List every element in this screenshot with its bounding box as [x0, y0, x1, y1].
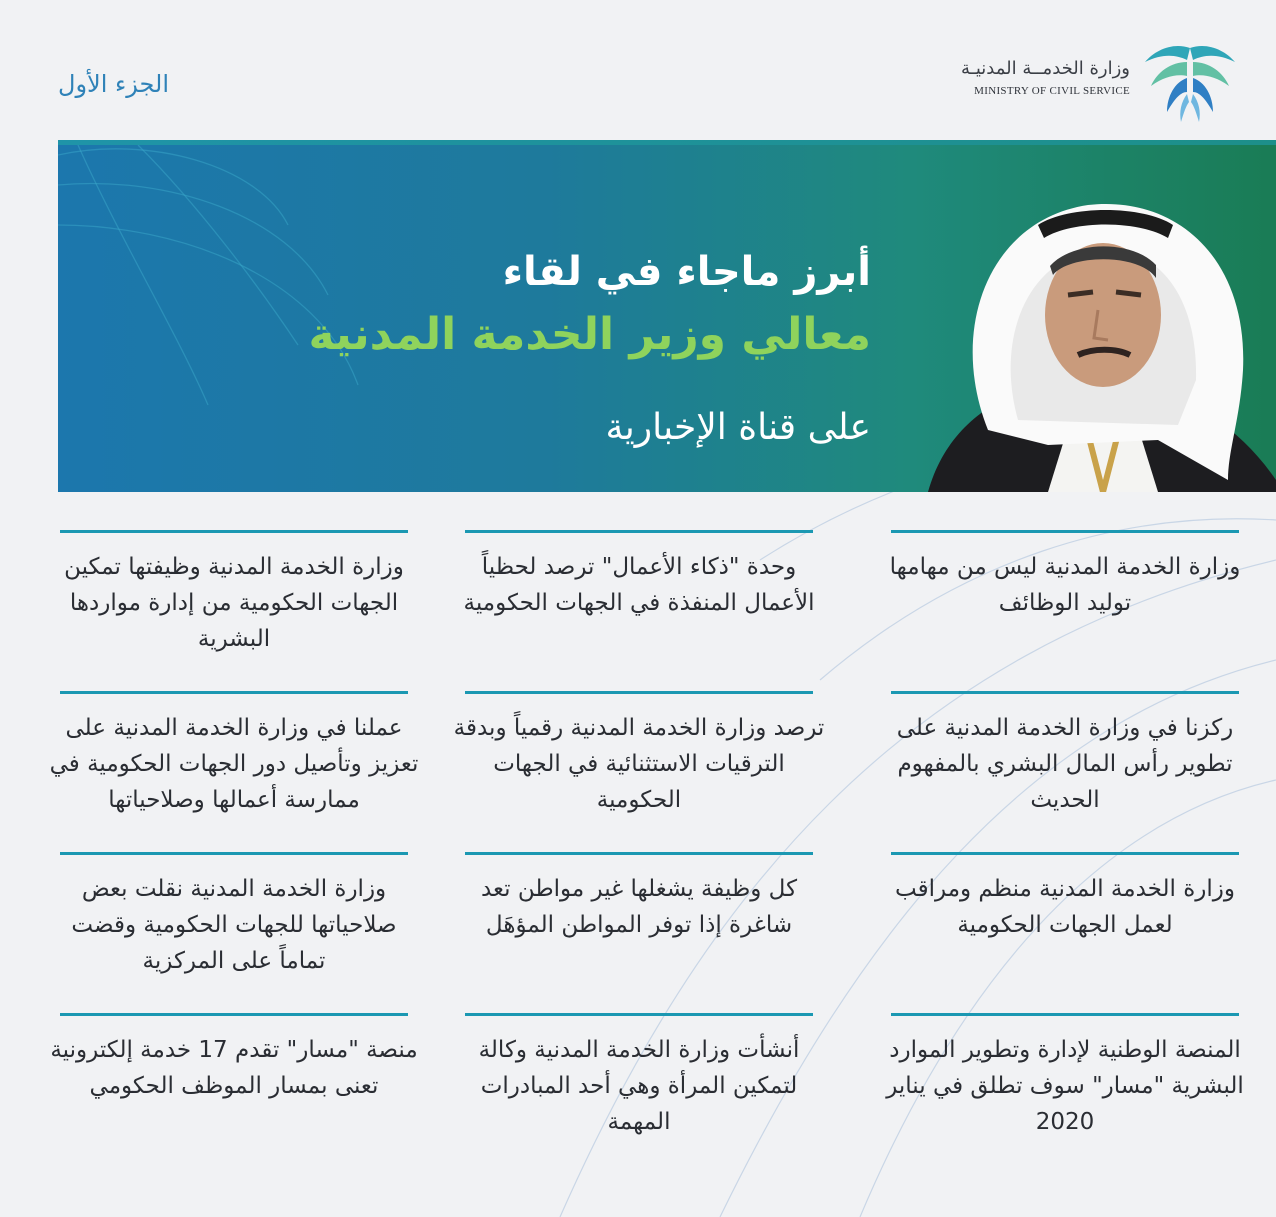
banner-title-minister: معالي وزير الخدمة المدنية: [308, 309, 871, 360]
statement-card: [891, 852, 1239, 943]
statement-text: المنصة الوطنية لإدارة وتطوير الموارد البشرية "مسار" سوف تطلق في يناير 2020: [886, 1037, 1244, 1135]
ministry-logo: [960, 40, 1250, 130]
statement-text: وزارة الخدمة المدنية ليس من مهامها توليد الوظائف: [889, 554, 1241, 616]
part-label: الجزء الأول: [58, 70, 170, 98]
statement-card: [50, 1013, 418, 1104]
statement-card: [465, 852, 813, 943]
statement-text: وحدة "ذكاء الأعمال" ترصد لحظياً الأعمال المنفذة في الجهات الحكومية: [463, 554, 815, 616]
banner-title-line1: أبرز ماجاء في لقاء: [502, 249, 871, 295]
statement-card: [465, 1013, 813, 1140]
statement-text: وزارة الخدمة المدنية نقلت بعض صلاحياتها للجهات الحكومية وقضت تماماً على المركزية: [71, 876, 397, 974]
ministry-name-arabic: وزارة الخدمــة المدنيـة: [960, 58, 1130, 79]
statement-card: [465, 530, 813, 621]
statement-text: وزارة الخدمة المدنية منظم ومراقب لعمل الجهات الحكومية: [895, 876, 1235, 938]
statement-text: عملنا في وزارة الخدمة المدنية على تعزيز وتأصيل دور الجهات الحكومية في ممارسة أعمالها وصلاحياتها: [49, 715, 419, 813]
ministry-emblem-icon: [1135, 40, 1245, 125]
statement-card: [453, 691, 825, 818]
statement-text: ترصد وزارة الخدمة المدنية رقمياً وبدقة الترقيات الاستثنائية في الجهات الحكومية: [453, 715, 825, 813]
banner-title-channel: على قناة الإخبارية: [605, 407, 871, 448]
statement-text: منصة "مسار" تقدم 17 خدمة إلكترونية تعنى بمسار الموظف الحكومي: [50, 1037, 418, 1099]
statement-card: [891, 691, 1239, 818]
statement-card: [891, 530, 1239, 621]
statement-text: أنشأت وزارة الخدمة المدنية وكالة لتمكين المرأة وهي أحد المبادرات المهمة: [478, 1037, 800, 1135]
statement-card: [886, 1013, 1244, 1140]
statement-text: وزارة الخدمة المدنية وظيفتها تمكين الجهات الحكومية من إدارة مواردها البشرية: [64, 554, 404, 652]
minister-portrait: [928, 180, 1276, 492]
statement-text: ركزنا في وزارة الخدمة المدنية على تطوير رأس المال البشري بالمفهوم الحديث: [896, 715, 1234, 813]
title-banner: [58, 145, 1276, 492]
statement-card: [49, 691, 419, 818]
statement-text: كل وظيفة يشغلها غير مواطن تعد شاغرة إذا توفر المواطن المؤهَل: [480, 876, 798, 938]
statement-card: [60, 530, 408, 657]
ministry-name-english: MINISTRY OF CIVIL SERVICE: [974, 85, 1130, 97]
statement-card: [60, 852, 408, 979]
